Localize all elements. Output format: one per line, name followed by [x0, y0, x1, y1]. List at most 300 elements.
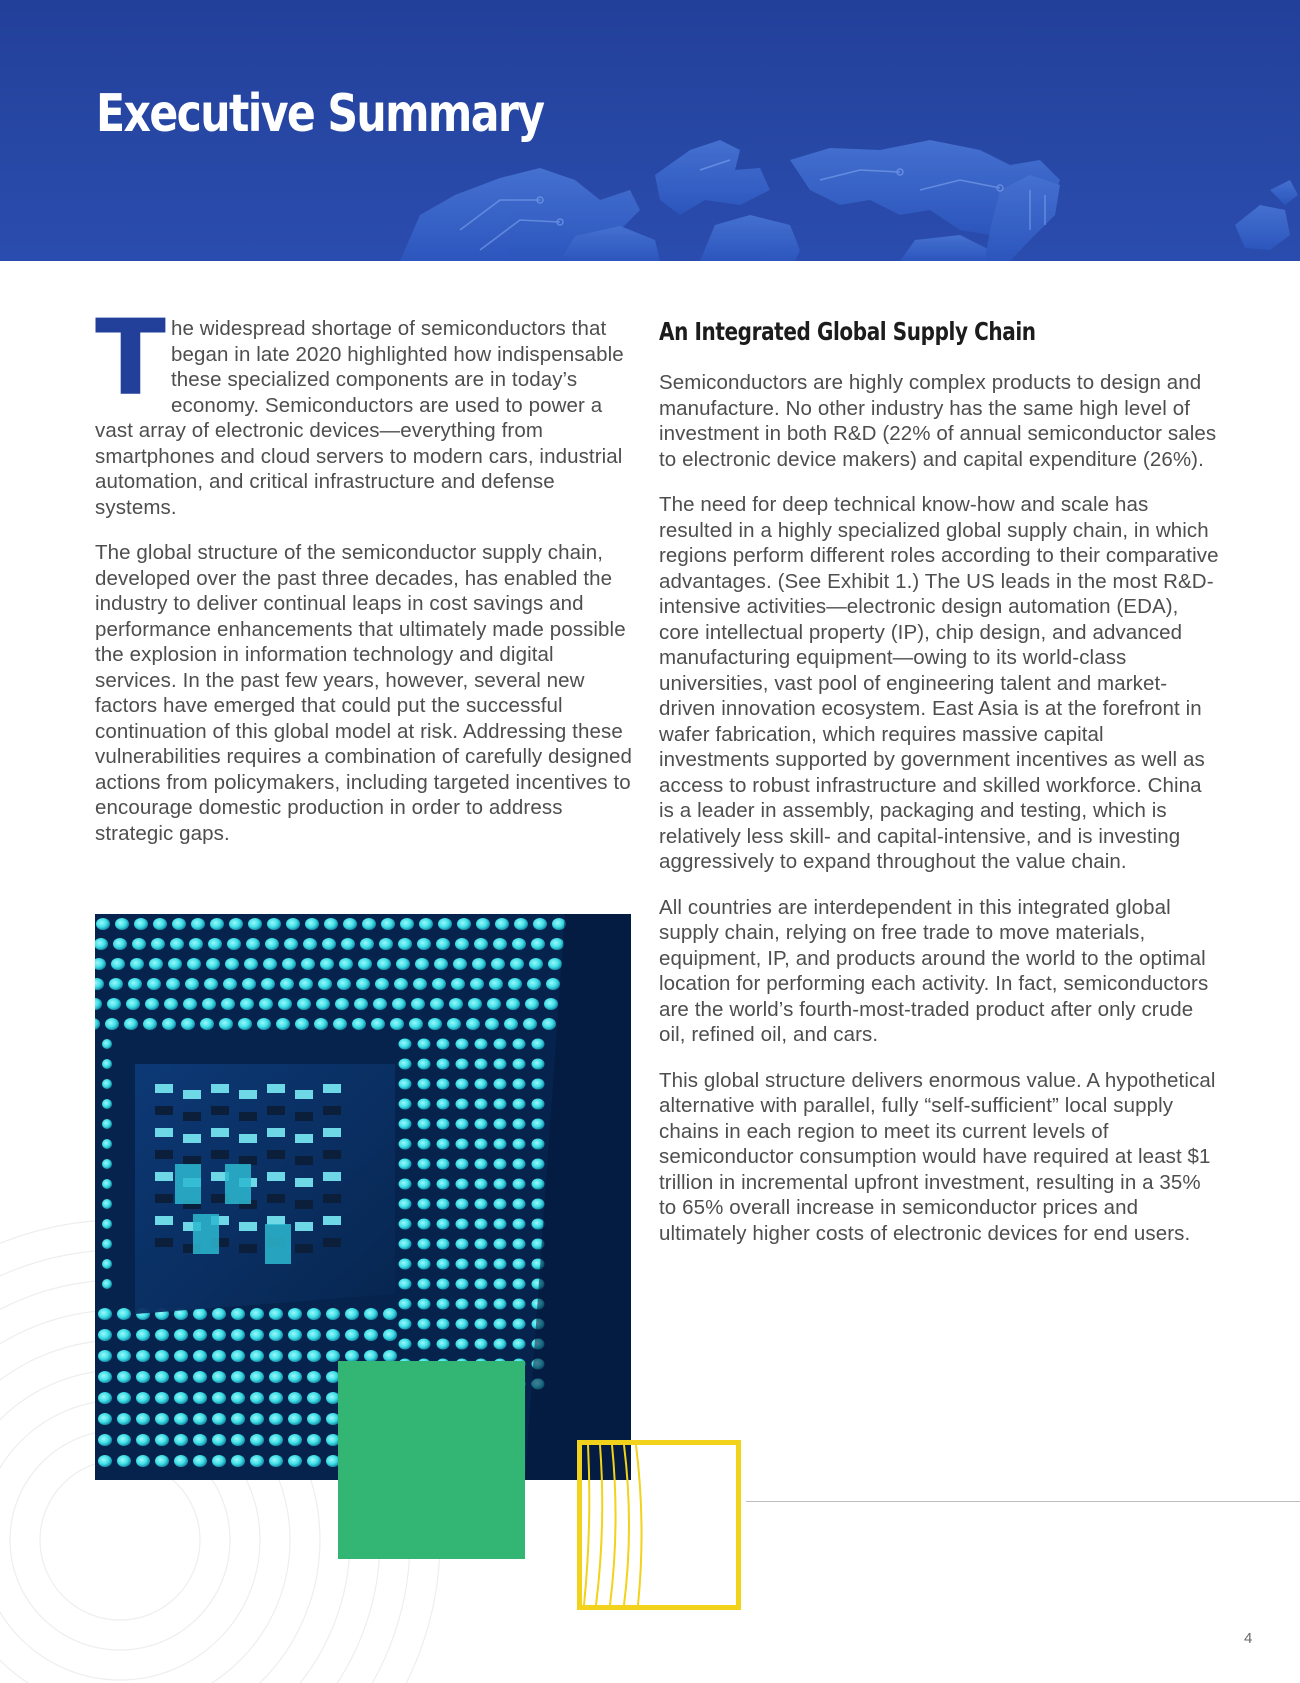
solder-ball [381, 918, 395, 930]
solder-ball [102, 1099, 112, 1109]
solder-ball [437, 1139, 450, 1150]
solder-ball [418, 1159, 431, 1170]
yellow-curved-lines [582, 1445, 736, 1605]
solder-ball [399, 1299, 412, 1310]
solder-ball [229, 918, 243, 930]
solder-ball [375, 978, 389, 990]
solder-ball [532, 1159, 545, 1170]
capacitor-pad [155, 1106, 173, 1115]
solder-ball [314, 1018, 328, 1030]
solder-ball [383, 1329, 397, 1341]
solder-ball [307, 1434, 321, 1446]
solder-ball [248, 918, 262, 930]
solder-ball [126, 998, 140, 1010]
solder-ball [437, 1239, 450, 1250]
right-column [659, 316, 1219, 1266]
intro-paragraph [95, 297, 635, 520]
solder-ball [204, 978, 218, 990]
solder-ball [362, 918, 376, 930]
solder-ball [174, 1455, 188, 1467]
solder-ball [399, 1339, 412, 1350]
solder-ball [513, 1219, 526, 1230]
solder-ball [276, 1018, 290, 1030]
solder-ball [466, 1018, 480, 1030]
solder-ball [307, 1392, 321, 1404]
solder-ball [418, 1279, 431, 1290]
solder-ball [506, 998, 520, 1010]
body-paragraph: Semiconductors are highly complex products to design and manufacture. No other industry has the same high level of investment in both R&D (22% of annual semiconductor sales to electronic device makers) and capital expenditure (26%). [659, 371, 1217, 471]
solder-ball [316, 998, 330, 1010]
solder-ball [288, 1308, 302, 1320]
solder-ball [212, 1371, 226, 1383]
solder-ball [436, 938, 450, 950]
solder-ball [494, 1059, 507, 1070]
solder-ball [189, 938, 203, 950]
solder-ball [529, 958, 543, 970]
capacitor-pad [295, 1222, 313, 1231]
solder-ball [174, 1392, 188, 1404]
solder-ball [456, 1279, 469, 1290]
page-number: 4 [1244, 1630, 1253, 1647]
solder-ball [494, 1159, 507, 1170]
solder-ball [244, 958, 258, 970]
solder-ball [532, 1099, 545, 1110]
solder-ball [493, 938, 507, 950]
solder-ball [418, 1299, 431, 1310]
solder-ball [231, 1329, 245, 1341]
solder-ball [136, 1455, 150, 1467]
solder-ball [513, 1159, 526, 1170]
solder-ball [399, 1199, 412, 1210]
solder-ball [193, 1392, 207, 1404]
solder-ball [437, 1039, 450, 1050]
solder-ball [132, 938, 146, 950]
capacitor-pad [323, 1216, 341, 1225]
solder-ball [437, 1119, 450, 1130]
solder-ball [418, 1179, 431, 1190]
solder-ball [136, 1434, 150, 1446]
capacitor-pad [155, 1150, 173, 1159]
solder-ball [475, 1239, 488, 1250]
solder-ball [117, 1392, 131, 1404]
solder-ball [231, 1308, 245, 1320]
solder-ball [475, 1179, 488, 1190]
solder-ball [288, 1329, 302, 1341]
solder-ball [438, 918, 452, 930]
solder-ball [343, 918, 357, 930]
solder-ball [193, 1350, 207, 1362]
solder-ball [307, 1413, 321, 1425]
solder-ball [278, 998, 292, 1010]
solder-ball [399, 1259, 412, 1270]
section-heading: An Integrated Global Supply Chain [659, 317, 1036, 346]
solder-ball [418, 1239, 431, 1250]
solder-ball [174, 1371, 188, 1383]
solder-ball [136, 1350, 150, 1362]
solder-ball [542, 1018, 556, 1030]
solder-ball [155, 1434, 169, 1446]
solder-ball [494, 1119, 507, 1130]
solder-ball [193, 1329, 207, 1341]
solder-ball [102, 1039, 112, 1049]
capacitor-pad [295, 1090, 313, 1099]
solder-ball [487, 998, 501, 1010]
solder-ball [212, 1455, 226, 1467]
solder-ball [532, 1219, 545, 1230]
chip-component [193, 1214, 219, 1254]
solder-ball [117, 1308, 131, 1320]
solder-ball [288, 1350, 302, 1362]
solder-ball [455, 938, 469, 950]
solder-ball [208, 938, 222, 950]
capacitor-pad [295, 1156, 313, 1165]
solder-ball [107, 998, 121, 1010]
solder-ball [430, 998, 444, 1010]
solder-ball [181, 1018, 195, 1030]
solder-ball [335, 998, 349, 1010]
solder-ball [354, 998, 368, 1010]
capacitor-pad [155, 1084, 173, 1093]
solder-ball [394, 978, 408, 990]
solder-ball [102, 1079, 112, 1089]
solder-ball [532, 1119, 545, 1130]
solder-ball [231, 1413, 245, 1425]
solder-ball [418, 1219, 431, 1230]
capacitor-pad [211, 1150, 229, 1159]
solder-ball [269, 1329, 283, 1341]
solder-ball [307, 1371, 321, 1383]
solder-ball [320, 958, 334, 970]
capacitor-pad [295, 1178, 313, 1187]
solder-ball [322, 938, 336, 950]
solder-ball [371, 1018, 385, 1030]
solder-ball [307, 1455, 321, 1467]
solder-ball [231, 1350, 245, 1362]
solder-ball [513, 1119, 526, 1130]
solder-ball [418, 1079, 431, 1090]
solder-ball [187, 958, 201, 970]
solder-ball [153, 918, 167, 930]
solder-ball [456, 1159, 469, 1170]
solder-ball [494, 1199, 507, 1210]
solder-ball [513, 1039, 526, 1050]
solder-ball [155, 1392, 169, 1404]
solder-ball [136, 1392, 150, 1404]
solder-ball [231, 1434, 245, 1446]
solder-ball [532, 1059, 545, 1070]
solder-ball [418, 1319, 431, 1330]
solder-ball [475, 1139, 488, 1150]
solder-ball [339, 958, 353, 970]
solder-ball [532, 1139, 545, 1150]
solder-ball [494, 1239, 507, 1250]
solder-ball [451, 978, 465, 990]
solder-ball [227, 938, 241, 950]
solder-ball [437, 1159, 450, 1170]
capacitor-pad [267, 1172, 285, 1181]
solder-ball [223, 978, 237, 990]
solder-ball [219, 1018, 233, 1030]
solder-ball [456, 1299, 469, 1310]
capacitor-pad [295, 1200, 313, 1209]
solder-ball [136, 1329, 150, 1341]
body-paragraph: This global structure delivers enormous value. A hypothetical alternative with parallel, fully “self-sufficient” local supply chains in each region to meet its current levels of semiconductor consumption would have required at least $1 trillion in incremental upfront investment, resulting in a 35% to 65% overall increase in semiconductor prices and ultimately higher costs of electronic devices for end users. [659, 1068, 1216, 1245]
solder-ball [364, 1308, 378, 1320]
solder-ball [263, 958, 277, 970]
solder-ball [301, 958, 315, 970]
solder-ball [398, 938, 412, 950]
capacitor-pad [239, 1112, 257, 1121]
solder-ball [494, 1279, 507, 1290]
solder-ball [250, 1434, 264, 1446]
capacitor-pad [323, 1238, 341, 1247]
solder-ball [98, 1371, 112, 1383]
solder-ball [250, 1308, 264, 1320]
solder-ball [494, 1079, 507, 1090]
solder-ball [168, 958, 182, 970]
solder-ball [98, 1413, 112, 1425]
solder-ball [552, 918, 566, 930]
solder-ball [456, 1319, 469, 1330]
solder-ball [475, 1219, 488, 1230]
solder-ball [513, 1079, 526, 1090]
solder-ball [494, 1299, 507, 1310]
solder-ball [280, 978, 294, 990]
capacitor-pad [211, 1128, 229, 1137]
solder-ball [288, 1455, 302, 1467]
solder-ball [400, 918, 414, 930]
solder-ball [269, 1308, 283, 1320]
solder-ball [546, 978, 560, 990]
solder-ball [447, 1018, 461, 1030]
solder-ball [250, 1329, 264, 1341]
solder-ball [494, 1339, 507, 1350]
solder-ball [98, 1392, 112, 1404]
solder-ball [544, 998, 558, 1010]
solder-ball [494, 1039, 507, 1050]
solder-ball [225, 958, 239, 970]
solder-ball [352, 1018, 366, 1030]
solder-ball [409, 1018, 423, 1030]
solder-ball [418, 1119, 431, 1130]
solder-ball [470, 978, 484, 990]
solder-ball [510, 958, 524, 970]
solder-ball [418, 1039, 431, 1050]
capacitor-pad [323, 1128, 341, 1137]
solder-ball [399, 1099, 412, 1110]
solder-ball [428, 1018, 442, 1030]
capacitor-pad [295, 1244, 313, 1253]
solder-ball [399, 1079, 412, 1090]
solder-ball [475, 1299, 488, 1310]
solder-ball [399, 1239, 412, 1250]
solder-ball [102, 1219, 112, 1229]
solder-ball [437, 1259, 450, 1270]
chip-component [225, 1164, 251, 1204]
solder-ball [231, 1392, 245, 1404]
solder-ball [242, 978, 256, 990]
solder-ball [456, 1339, 469, 1350]
solder-ball [437, 1179, 450, 1190]
solder-ball [102, 1179, 112, 1189]
solder-ball [174, 1329, 188, 1341]
solder-ball [269, 1455, 283, 1467]
solder-ball [468, 998, 482, 1010]
solder-ball [399, 1219, 412, 1230]
solder-ball [269, 1371, 283, 1383]
solder-ball [432, 978, 446, 990]
solder-ball [109, 978, 123, 990]
solder-ball [396, 958, 410, 970]
solder-ball [202, 998, 216, 1010]
solder-ball [472, 958, 486, 970]
solder-ball [437, 1279, 450, 1290]
solder-ball [136, 1371, 150, 1383]
drop-cap: T [95, 297, 167, 419]
solder-ball [117, 1350, 131, 1362]
solder-ball [513, 1059, 526, 1070]
solder-ball [345, 1329, 359, 1341]
solder-ball [231, 1371, 245, 1383]
solder-ball [513, 1139, 526, 1150]
solder-ball [98, 1434, 112, 1446]
capacitor-pad [323, 1172, 341, 1181]
solder-ball [513, 1199, 526, 1210]
capacitor-pad [267, 1084, 285, 1093]
solder-ball [174, 1434, 188, 1446]
solder-ball [508, 978, 522, 990]
solder-ball [185, 978, 199, 990]
solder-ball [476, 918, 490, 930]
solder-ball [341, 938, 355, 950]
solder-ball [399, 1139, 412, 1150]
solder-ball [269, 1392, 283, 1404]
solder-ball [111, 958, 125, 970]
solder-ball [437, 1339, 450, 1350]
solder-ball [392, 998, 406, 1010]
capacitor-pad [323, 1106, 341, 1115]
solder-ball [523, 1018, 537, 1030]
solder-ball [288, 1434, 302, 1446]
solder-ball [286, 918, 300, 930]
solder-ball [383, 1308, 397, 1320]
solder-ball [475, 1079, 488, 1090]
solder-ball [418, 1339, 431, 1350]
solder-ball [494, 1099, 507, 1110]
solder-ball [532, 1179, 545, 1190]
solder-ball [130, 958, 144, 970]
solder-ball [117, 1413, 131, 1425]
solder-ball [532, 1039, 545, 1050]
solder-ball [475, 1099, 488, 1110]
solder-ball [172, 918, 186, 930]
solder-ball [513, 1259, 526, 1270]
solder-ball [136, 1413, 150, 1425]
solder-ball [149, 958, 163, 970]
solder-ball [96, 918, 110, 930]
solder-ball [532, 1199, 545, 1210]
solder-ball [295, 1018, 309, 1030]
capacitor-pad [155, 1216, 173, 1225]
solder-ball [206, 958, 220, 970]
capacitor-pad [267, 1106, 285, 1115]
solder-ball [456, 1039, 469, 1050]
solder-ball [98, 1350, 112, 1362]
solder-ball [305, 918, 319, 930]
solder-ball [550, 938, 564, 950]
intro-paragraph-text: he widespread shortage of semiconductors that began in late 2020 highlighted how indispensable these specialized components are in today’s economy. Semiconductors are used to power a vast array of electronic devices—everything from smartphones and cloud servers to modern cars, industrial automation, and critical infrastructure and defense systems. [95, 317, 624, 519]
green-accent-square [338, 1361, 525, 1559]
solder-ball [117, 1455, 131, 1467]
solder-ball [475, 1119, 488, 1130]
solder-ball [456, 1259, 469, 1270]
solder-ball [399, 1059, 412, 1070]
solder-ball [174, 1350, 188, 1362]
solder-ball [379, 938, 393, 950]
capacitor-pad [239, 1244, 257, 1253]
solder-ball [155, 1329, 169, 1341]
chip-component [265, 1224, 291, 1264]
solder-ball [513, 1099, 526, 1110]
solder-ball [377, 958, 391, 970]
capacitor-pad [267, 1128, 285, 1137]
solder-ball [193, 1434, 207, 1446]
solder-ball [513, 1179, 526, 1190]
solder-ball [105, 1018, 119, 1030]
solder-ball [514, 918, 528, 930]
solder-ball [164, 998, 178, 1010]
capacitor-pad [239, 1134, 257, 1143]
solder-ball [437, 1319, 450, 1330]
solder-ball [265, 938, 279, 950]
solder-ball [399, 1039, 412, 1050]
solder-ball [449, 998, 463, 1010]
solder-ball [475, 1319, 488, 1330]
solder-ball [102, 1259, 112, 1269]
solder-ball [124, 1018, 138, 1030]
capacitor-pad [155, 1128, 173, 1137]
capacitor-pad [323, 1084, 341, 1093]
horizontal-rule [746, 1501, 1300, 1502]
solder-ball [250, 1350, 264, 1362]
solder-ball [437, 1079, 450, 1090]
solder-ball [437, 1199, 450, 1210]
solder-ball [475, 1279, 488, 1290]
solder-ball [117, 1329, 131, 1341]
solder-ball [533, 918, 547, 930]
solder-ball [307, 1329, 321, 1341]
solder-ball [456, 1079, 469, 1090]
solder-ball [475, 1159, 488, 1170]
solder-ball [418, 1199, 431, 1210]
solder-ball [162, 1018, 176, 1030]
solder-ball [494, 1319, 507, 1330]
capacitor-pad [183, 1112, 201, 1121]
solder-ball [456, 1139, 469, 1150]
solder-ball [288, 1371, 302, 1383]
solder-ball [269, 1350, 283, 1362]
solder-ball [147, 978, 161, 990]
solder-ball [102, 1239, 112, 1249]
solder-ball [307, 1350, 321, 1362]
solder-ball [134, 918, 148, 930]
solder-ball [475, 1039, 488, 1050]
solder-ball [356, 978, 370, 990]
solder-ball [453, 958, 467, 970]
capacitor-pad [323, 1194, 341, 1203]
solder-ball [415, 958, 429, 970]
solder-ball [212, 1308, 226, 1320]
